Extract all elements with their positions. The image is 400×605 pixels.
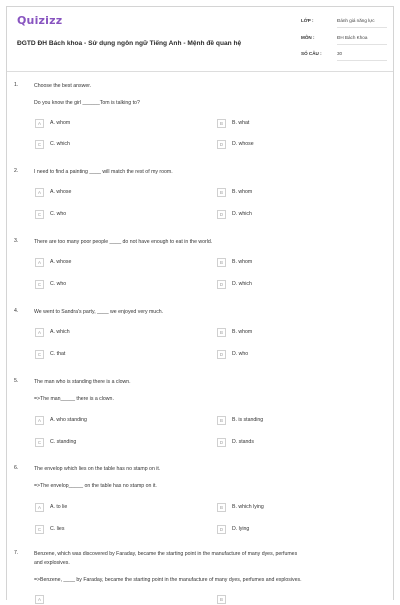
subject-underline xyxy=(337,44,387,45)
option-letter-box: B xyxy=(217,595,226,604)
option-text: C. standing xyxy=(50,439,77,445)
class-value: Đánh giá năng lực xyxy=(337,18,375,23)
option-letter-box: B xyxy=(217,119,226,128)
worksheet-title: ĐGTD ĐH Bách khoa - Sử dụng ngôn ngữ Tiếng Anh - Mệnh đề quan hệ xyxy=(17,40,242,47)
option-letter-box: A xyxy=(35,258,44,267)
question-7-line-1: Benzene, which was discovered by Faraday, became the starting point in the manufacture of many dyes, perfumes xyxy=(34,551,298,557)
option-text: A. whose xyxy=(50,259,72,265)
subject-value: ĐH Bách Khoa xyxy=(337,35,368,40)
option-text: D. who xyxy=(232,351,249,357)
option-text: C. who xyxy=(50,281,67,287)
subject-label: MÔN : xyxy=(301,35,315,40)
option-text: B. what xyxy=(232,120,250,126)
question-5-number: 5. xyxy=(14,378,19,384)
question-3-line-1: There are too many poor people ____ do not have enough to eat in the world. xyxy=(34,239,213,245)
question-6-number: 6. xyxy=(14,465,19,471)
option-text: B. whom xyxy=(232,259,253,265)
question-7-line-3: =>Benzene, ____ by Faraday, became the starting point in the manufacture of many dyes, perfumes and explosives. xyxy=(34,577,302,583)
option-text: C. who xyxy=(50,211,67,217)
question-6-line-2: =>The envelop_____ on the table has no stamp on it. xyxy=(34,483,157,489)
option-letter-box: B xyxy=(217,328,226,337)
option-text: D. whose xyxy=(232,141,254,147)
option-letter-box: C xyxy=(35,280,44,289)
option-letter-box: D xyxy=(217,525,226,534)
question-1-line-1: Choose the best answer. xyxy=(34,83,92,89)
question-1-line-2: Do you know the girl ______Tom is talking to? xyxy=(34,100,140,106)
option-letter-box: B xyxy=(217,258,226,267)
option-text: A. to lie xyxy=(50,504,68,510)
worksheet xyxy=(6,6,394,600)
option-letter-box: C xyxy=(35,438,44,447)
option-text: C. lies xyxy=(50,526,65,532)
question-7-number: 7. xyxy=(14,550,19,556)
option-letter-box: A xyxy=(35,595,44,604)
class-label: LỚP : xyxy=(301,18,314,23)
question-2-number: 2. xyxy=(14,168,19,174)
question-5-line-2: =>The man_____ there is a clown. xyxy=(34,396,114,402)
option-text: B. is standing xyxy=(232,417,264,423)
option-text: D. stands xyxy=(232,439,254,445)
question-7-line-2: and explosives. xyxy=(34,560,70,566)
option-letter-box: A xyxy=(35,503,44,512)
option-letter-box: B xyxy=(217,503,226,512)
option-letter-box: D xyxy=(217,140,226,149)
option-text: A. who standing xyxy=(50,417,87,423)
option-letter-box: A xyxy=(35,119,44,128)
question-4-number: 4. xyxy=(14,308,19,314)
option-text: B. whom xyxy=(232,329,253,335)
question-count-label: SỐ CÂU : xyxy=(301,51,322,56)
option-text: D. lying xyxy=(232,526,250,532)
option-letter-box: C xyxy=(35,210,44,219)
question-1-number: 1. xyxy=(14,82,19,88)
option-letter-box: A xyxy=(35,416,44,425)
option-letter-box: D xyxy=(217,280,226,289)
option-letter-box: B xyxy=(217,188,226,197)
option-letter-box: D xyxy=(217,210,226,219)
option-text: B. whom xyxy=(232,189,253,195)
option-letter-box: C xyxy=(35,140,44,149)
option-text: C. which xyxy=(50,141,70,147)
question-2-line-1: I need to find a painting ____ will match the rest of my room. xyxy=(34,169,173,175)
option-text: D. which xyxy=(232,211,252,217)
option-letter-box: D xyxy=(217,438,226,447)
question-4-line-1: We went to Sandra's party, ____ we enjoyed very much. xyxy=(34,309,164,315)
option-text: A. which xyxy=(50,329,70,335)
option-text: C. that xyxy=(50,351,66,357)
class-underline xyxy=(337,27,387,28)
option-letter-box: B xyxy=(217,416,226,425)
option-text: A. whom xyxy=(50,120,71,126)
option-text: A. whose xyxy=(50,189,72,195)
question-6-line-1: The envelop which lies on the table has no stamp on it. xyxy=(34,466,161,472)
option-text: B. which lying xyxy=(232,504,264,510)
question-5-line-1: The man who is standing there is a clown. xyxy=(34,379,131,385)
question-count-value: 30 xyxy=(337,51,343,56)
option-letter-box: C xyxy=(35,350,44,359)
question-count-underline xyxy=(337,60,387,61)
worksheet-header xyxy=(7,7,393,72)
quizizz-logo: Quizizz xyxy=(17,14,63,27)
option-text: D. which xyxy=(232,281,252,287)
question-3-number: 3. xyxy=(14,238,19,244)
option-letter-box: A xyxy=(35,328,44,337)
option-letter-box: C xyxy=(35,525,44,534)
option-letter-box: D xyxy=(217,350,226,359)
option-letter-box: A xyxy=(35,188,44,197)
